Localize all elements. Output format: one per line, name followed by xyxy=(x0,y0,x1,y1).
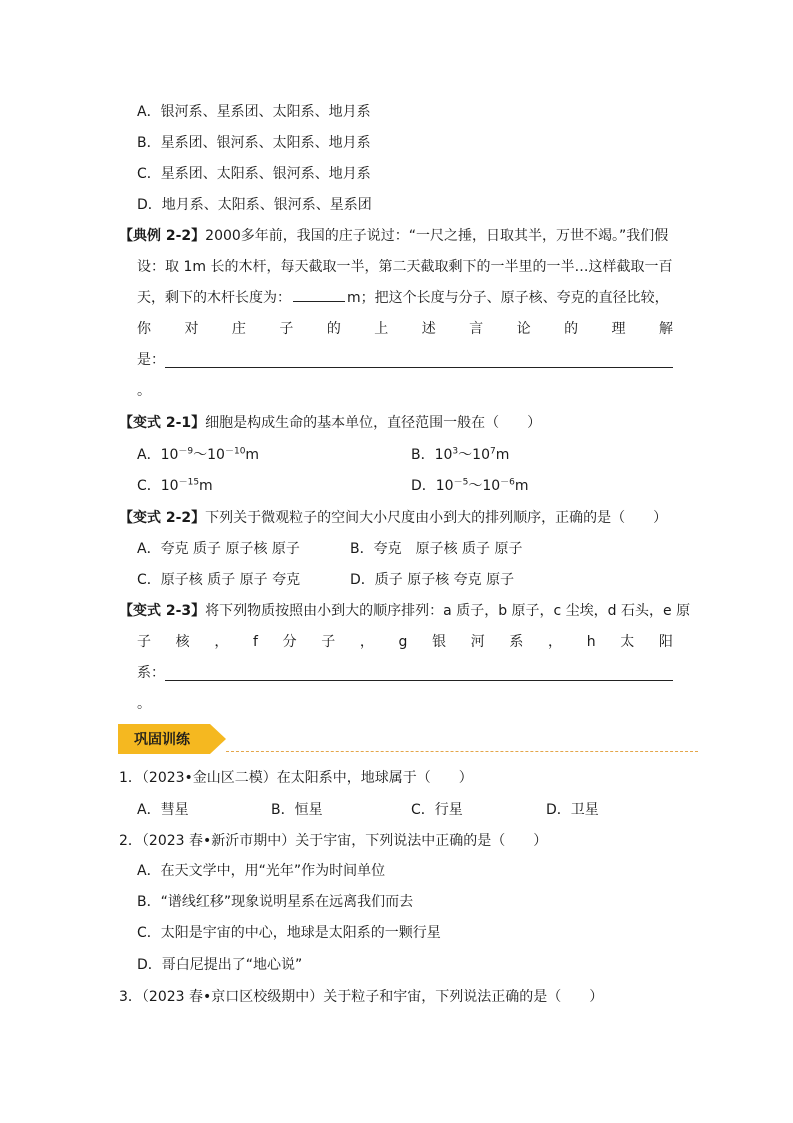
char: 子 xyxy=(279,321,294,337)
example-2-2-line3 xyxy=(137,287,669,309)
variant-tag: 【变式 2-2】 xyxy=(119,510,206,526)
section-divider xyxy=(226,751,698,752)
char: 对 xyxy=(184,321,199,337)
char: ， xyxy=(214,634,229,650)
variant-2-2-option-b: B．夸克 原子核 质子 原子 xyxy=(350,541,523,557)
char: ， xyxy=(548,634,563,650)
section-title: 巩固训练 xyxy=(134,732,190,748)
text-fragment: 天，剩下的木杆长度为： xyxy=(137,290,291,306)
char: 系 xyxy=(509,634,524,650)
example-2-2-line5: 是： xyxy=(137,352,165,368)
text-fragment: m；把这个长度与分子、原子核、夸克的直径比较， xyxy=(347,290,669,306)
variant-2-3-line3: 系： xyxy=(137,665,165,681)
variant-tag: 【变式 2-1】 xyxy=(119,415,206,431)
variant-2-3-line2 xyxy=(137,631,673,653)
char: 解 xyxy=(658,321,673,337)
answer-line[interactable] xyxy=(165,367,673,368)
example-2-2-line1 xyxy=(119,225,668,247)
char: 太 xyxy=(620,634,635,650)
variant-2-1-option-d: D．$10^{-5}\sim 10^{-6}m$ xyxy=(411,477,529,494)
variant-text: 下列关于微观粒子的空间大小尺度由小到大的排列顺序，正确的是（ ） xyxy=(205,510,668,526)
question-3-stem: 3．（2023 春•京口区校级期中）关于粒子和宇宙，下列说法正确的是（ ） xyxy=(119,989,604,1005)
char: 述 xyxy=(421,321,436,337)
option-b: B．星系团、银河系、太阳系、地月系 xyxy=(137,135,371,151)
char: 上 xyxy=(374,321,389,337)
question-1-stem: 1．（2023•金山区二模）在太阳系中，地球属于（ ） xyxy=(119,770,473,786)
char: 的 xyxy=(326,321,341,337)
char: 子 xyxy=(137,634,151,650)
question-2-option-c: C．太阳是宇宙的中心，地球是太阳系的一颗行星 xyxy=(137,925,441,941)
question-1-option-c: C．行星 xyxy=(411,802,463,818)
char: h xyxy=(586,634,596,650)
variant-2-2-stem xyxy=(119,507,667,529)
example-2-2-line2: 设：取 1m 长的木杆，每天截取一半，第二天截取剩下的一半里的一半…这样截取一百 xyxy=(137,259,673,275)
variant-2-1-option-c: C．$10^{-15}m$ xyxy=(137,477,213,494)
question-2-option-d: D．哥白尼提出了“地心说” xyxy=(137,957,303,973)
char: 你 xyxy=(137,321,151,337)
section-banner xyxy=(118,724,226,754)
char: 的 xyxy=(564,321,579,337)
answer-line[interactable] xyxy=(165,680,673,681)
example-text: 2000多年前，我国的庄子说过：“一尺之捶，日取其半，万世不竭。”我们假 xyxy=(205,228,669,244)
question-1-option-a: A．彗星 xyxy=(137,802,189,818)
variant-text: 将下列物质按照由小到大的顺序排列：a 质子，b 原子，c 尘埃，d 石头，e 原 xyxy=(205,603,691,619)
char: 论 xyxy=(516,321,531,337)
char: 庄 xyxy=(231,321,246,337)
example-tag: 【典例 2-2】 xyxy=(119,228,206,244)
question-2-option-a: A．在天文学中，用“光年”作为时间单位 xyxy=(137,863,386,879)
variant-2-2-option-a: A．夸克 质子 原子核 原子 xyxy=(137,541,300,557)
question-2-stem: 2．（2023 春•新沂市期中）关于宇宙，下列说法中正确的是（ ） xyxy=(119,833,548,849)
example-2-2-line4 xyxy=(137,318,673,340)
char: 银 xyxy=(432,634,447,650)
char: f xyxy=(252,634,258,650)
char: 分 xyxy=(282,634,297,650)
char: 子 xyxy=(321,634,336,650)
char: 河 xyxy=(470,634,485,650)
char: g xyxy=(398,634,408,650)
variant-2-1-option-a: A．$10^{-9}\sim 10^{-10}m$ xyxy=(137,446,260,463)
variant-2-1-stem xyxy=(119,412,541,434)
variant-2-2-option-c: C．原子核 质子 原子 夸克 xyxy=(137,572,301,588)
option-a: A．银河系、星系团、太阳系、地月系 xyxy=(137,104,371,120)
variant-2-3-line4: 。 xyxy=(137,696,151,712)
variant-2-3-stem xyxy=(119,600,690,622)
option-d: D．地月系、太阳系、银河系、星系团 xyxy=(137,197,372,213)
option-c: C．星系团、太阳系、银河系、地月系 xyxy=(137,166,371,182)
variant-tag: 【变式 2-3】 xyxy=(119,603,206,619)
variant-text: 细胞是构成生命的基本单位，直径范围一般在（ ） xyxy=(205,415,542,431)
question-1-option-b: B．恒星 xyxy=(271,802,323,818)
char: 阳 xyxy=(658,634,673,650)
char: 言 xyxy=(469,321,484,337)
variant-2-1-option-b: B．$10^3\sim 10^7m$ xyxy=(411,446,510,463)
answer-blank[interactable] xyxy=(293,287,345,302)
question-1-option-d: D．卫星 xyxy=(546,802,599,818)
example-2-2-line6: 。 xyxy=(137,383,151,399)
question-2-option-b: B．“谱线红移”现象说明星系在远离我们而去 xyxy=(137,894,414,910)
variant-2-2-option-d: D．质子 原子核 夸克 原子 xyxy=(350,572,515,588)
char: ， xyxy=(359,634,374,650)
char: 理 xyxy=(611,321,626,337)
char: 核 xyxy=(175,634,190,650)
